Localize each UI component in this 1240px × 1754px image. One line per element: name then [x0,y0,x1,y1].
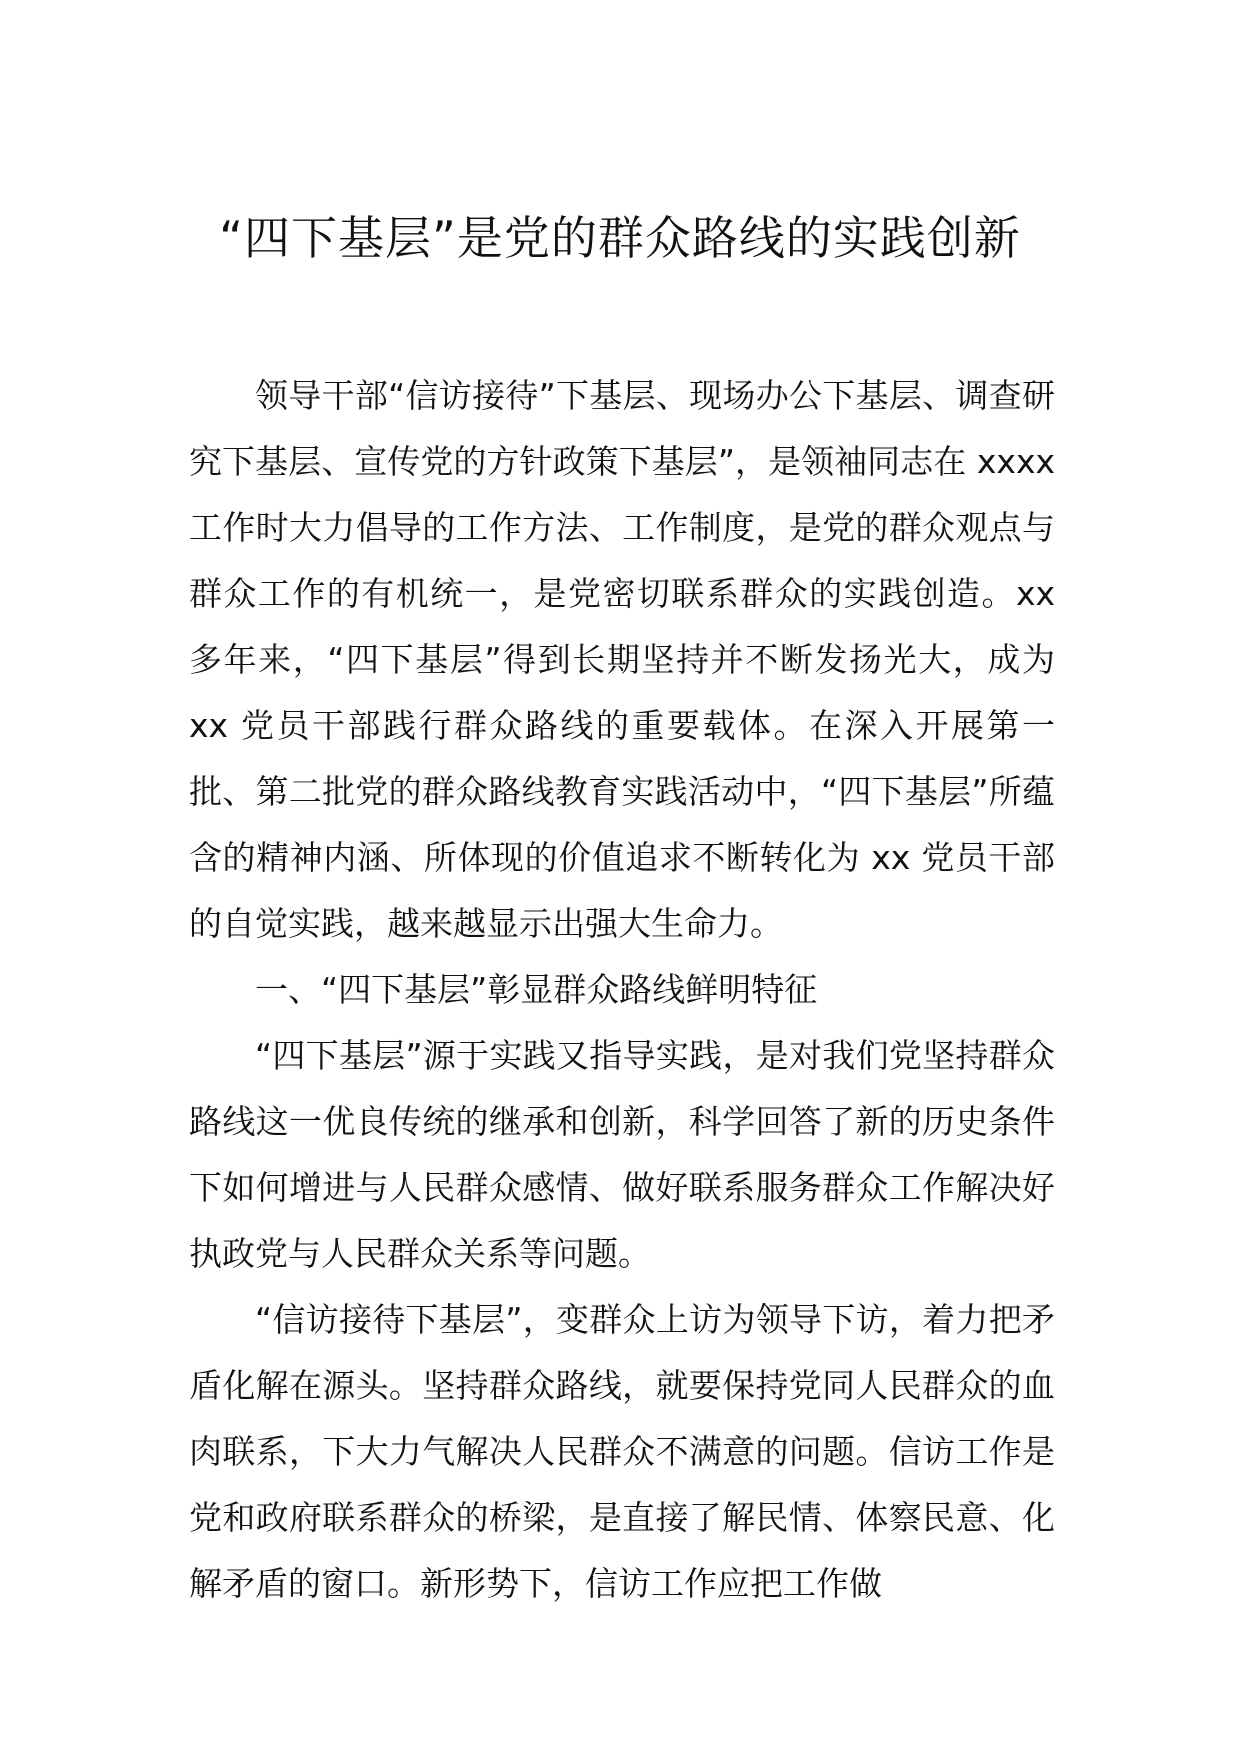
document-title: “四下基层”是党的群众路线的实践创新 [219,211,1021,265]
section-heading-1: 一、“四下基层”彰显群众路线鲜明特征 [255,970,818,1009]
paragraph-petition-reception: “信访接待下基层”，变群众上访为领导下访，着力把矛盾化解在源头。坚持群众路线，就要保持党同人民群众的血肉联系，下大力气解决人民群众不满意的问题。信访工作是党和政府联系群众的桥梁，是直接了解民情、体察民意、化解矛盾的窗口。新形势下，信访工作应把工作做 [189,1300,1055,1603]
paragraph-intro: 领导干部“信访接待”下基层、现场办公下基层、调查研究下基层、宣传党的方针政策下基层”，是领袖同志在 xxxx 工作时大力倡导的工作方法、工作制度，是党的群众观点与群众工作的有机统一，是党密切联系群众的实践创造。xx 多年来，“四下基层”得到长期坚持并不断发扬光大，成为 xx 党员干部践行群众路线的重要载体。在深入开展第一批、第二批党的群众路线教育实践活动中，“四下基层”所蕴含的精神内涵、所体现的价值追求不断转化为 xx 党员干部的自觉实践，越来越显示出强大生命力。 [189,376,1055,943]
document-body [189,363,1055,1617]
paragraph-section-1-summary: “四下基层”源于实践又指导实践，是对我们党坚持群众路线这一优良传统的继承和创新，科学回答了新的历史条件下如何增进与人民群众感情、做好联系服务群众工作解决好执政党与人民群众关系等问题。 [189,1036,1055,1273]
